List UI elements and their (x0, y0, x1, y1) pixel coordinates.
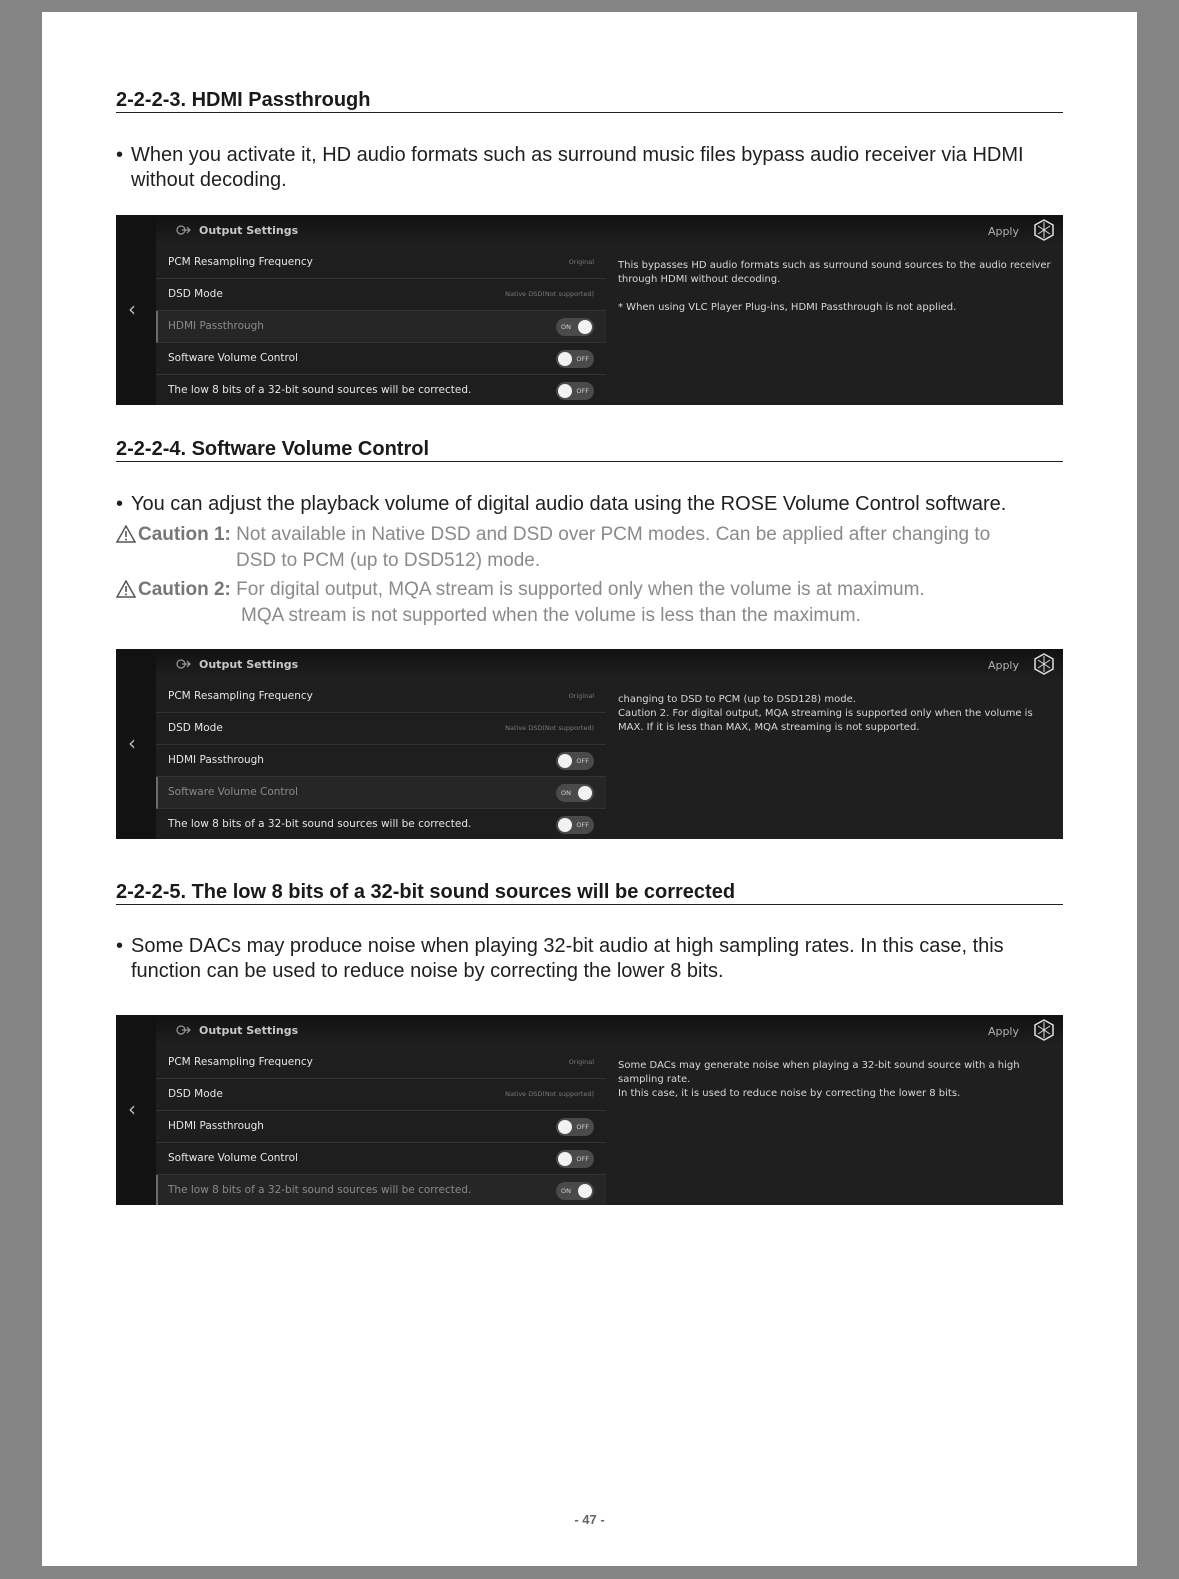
screenshot-hdmi-passthrough (116, 215, 1063, 405)
row-label: PCM Resampling Frequency (168, 1056, 313, 1068)
left-bar (116, 1015, 156, 1205)
toggle-on (556, 318, 594, 336)
output-icon (176, 224, 192, 236)
row-label: HDMI Passthrough (168, 754, 264, 766)
row-dsd (156, 1079, 606, 1111)
toggle-off (556, 382, 594, 400)
row-label: Software Volume Control (168, 352, 298, 364)
caution-head: Caution 1: (138, 524, 231, 545)
row-pcm (156, 1047, 606, 1079)
row-value: Native DSD(Not supported) (505, 724, 594, 732)
apply-button: Apply (987, 659, 1019, 672)
row-bits (156, 1175, 606, 1205)
row-bits (156, 809, 606, 839)
row-label: PCM Resampling Frequency (168, 256, 313, 268)
toggle-on (556, 1182, 594, 1200)
output-icon (176, 658, 192, 670)
section-title-hdmi: 2-2-2-3. HDMI Passthrough (116, 88, 1063, 113)
row-hdmi (156, 311, 606, 343)
row-label: HDMI Passthrough (168, 1120, 264, 1132)
caution-2 (116, 578, 1063, 627)
row-value: Native DSD(Not supported) (505, 1090, 594, 1098)
apply-button: Apply (987, 1025, 1019, 1038)
section-title-low-bits: 2-2-2-5. The low 8 bits of a 32-bit sound sources will be corrected (116, 880, 1063, 905)
bullet-dot: • (116, 935, 124, 957)
row-value: Original (568, 692, 594, 700)
screen-title: Output Settings (199, 1024, 299, 1037)
row-value: Native DSD(Not supported) (505, 290, 594, 298)
settings-list (156, 1047, 606, 1205)
toggle-text: ON (561, 323, 571, 331)
section-title-volume: 2-2-2-4. Software Volume Control (116, 437, 1063, 462)
warning-icon (116, 580, 138, 604)
row-value: Original (568, 1058, 594, 1066)
row-volume (156, 1143, 606, 1175)
caution-1 (116, 523, 1063, 572)
document-page (42, 12, 1137, 1566)
row-hdmi (156, 745, 606, 777)
bullet-hdmi (116, 143, 1078, 193)
top-bar (156, 215, 1063, 247)
settings-list (156, 247, 606, 405)
description-text: changing to DSD to PCM (up to DSD128) mode. (618, 694, 856, 705)
description-note: * When using VLC Player Plug-ins, HDMI Passthrough is not applied. (618, 302, 957, 313)
row-label: The low 8 bits of a 32-bit sound sources will be corrected. (168, 1184, 472, 1196)
caution-text-cont: DSD to PCM (up to DSD512) mode. (236, 550, 541, 571)
toggle-text: OFF (576, 387, 589, 395)
row-dsd (156, 713, 606, 745)
back-icon: ‹ (128, 297, 136, 321)
toggle-text: ON (561, 789, 571, 797)
caution-text: For digital output, MQA stream is supported only when the volume is at maximum. (236, 579, 925, 600)
toggle-on (556, 784, 594, 802)
row-label: Software Volume Control (168, 1152, 298, 1164)
row-label: DSD Mode (168, 722, 223, 734)
description-panel (606, 247, 1063, 405)
row-bits (156, 375, 606, 405)
bullet-text: You can adjust the playback volume of digital audio data using the ROSE Volume Control software. (131, 493, 1007, 515)
toggle-text: OFF (576, 1123, 589, 1131)
row-volume (156, 777, 606, 809)
caution-text: Not available in Native DSD and DSD over PCM modes. Can be applied after changing to (236, 524, 991, 545)
screen-title: Output Settings (199, 658, 299, 671)
row-value: Original (568, 258, 594, 266)
bullet-text: Some DACs may produce noise when playing 32-bit audio at high sampling rates. In this case, this function can be used to reduce noise by correcting the lower 8 bits. (131, 935, 1004, 982)
row-label: DSD Mode (168, 1088, 223, 1100)
rose-logo-icon (1033, 1019, 1055, 1041)
row-label: The low 8 bits of a 32-bit sound sources will be corrected. (168, 818, 472, 830)
bullet-dot: • (116, 493, 124, 515)
row-label: The low 8 bits of a 32-bit sound sources will be corrected. (168, 384, 472, 396)
description-panel (606, 681, 1063, 839)
toggle-text: OFF (576, 757, 589, 765)
rose-logo-icon (1033, 653, 1055, 675)
screen-title: Output Settings (199, 224, 299, 237)
toggle-off (556, 1150, 594, 1168)
description-note: Caution 2. For digital output, MQA streaming is supported only when the volume is MAX. If it is less than MAX, MQA streaming is not supported. (618, 708, 1033, 733)
toggle-text: OFF (576, 355, 589, 363)
screenshot-software-volume (116, 649, 1063, 839)
output-icon (176, 1024, 192, 1036)
back-icon: ‹ (128, 1097, 136, 1121)
description-text: This bypasses HD audio formats such as surround sound sources to the audio receiver through HDMI without decoding. (618, 260, 1051, 285)
page-number: - 47 - (574, 1512, 605, 1527)
row-label: Software Volume Control (168, 786, 298, 798)
caution-text-cont: MQA stream is not supported when the volume is less than the maximum. (241, 605, 861, 626)
toggle-off (556, 752, 594, 770)
bullet-low-bits (116, 934, 1078, 984)
left-bar (116, 649, 156, 839)
warning-icon (116, 525, 138, 549)
toggle-text: OFF (576, 1155, 589, 1163)
toggle-text: OFF (576, 821, 589, 829)
screenshot-low-bits (116, 1015, 1063, 1205)
row-pcm (156, 681, 606, 713)
row-volume (156, 343, 606, 375)
toggle-off (556, 816, 594, 834)
row-pcm (156, 247, 606, 279)
top-bar (156, 1015, 1063, 1047)
bullet-volume (116, 492, 1078, 517)
description-panel (606, 1047, 1063, 1205)
row-label: PCM Resampling Frequency (168, 690, 313, 702)
toggle-text: ON (561, 1187, 571, 1195)
bullet-text: When you activate it, HD audio formats such as surround music files bypass audio receiver via HDMI without decoding. (131, 144, 1024, 191)
back-icon: ‹ (128, 731, 136, 755)
row-hdmi (156, 1111, 606, 1143)
row-dsd (156, 279, 606, 311)
settings-list (156, 681, 606, 839)
apply-button: Apply (987, 225, 1019, 238)
top-bar (156, 649, 1063, 681)
toggle-off (556, 350, 594, 368)
description-text: Some DACs may generate noise when playing a 32-bit sound source with a high sampling rate. (618, 1060, 1020, 1085)
description-note: In this case, it is used to reduce noise by correcting the lower 8 bits. (618, 1088, 961, 1099)
left-bar (116, 215, 156, 405)
rose-logo-icon (1033, 219, 1055, 241)
row-label: HDMI Passthrough (168, 320, 264, 332)
bullet-dot: • (116, 144, 124, 166)
caution-head: Caution 2: (138, 579, 231, 600)
toggle-off (556, 1118, 594, 1136)
row-label: DSD Mode (168, 288, 223, 300)
